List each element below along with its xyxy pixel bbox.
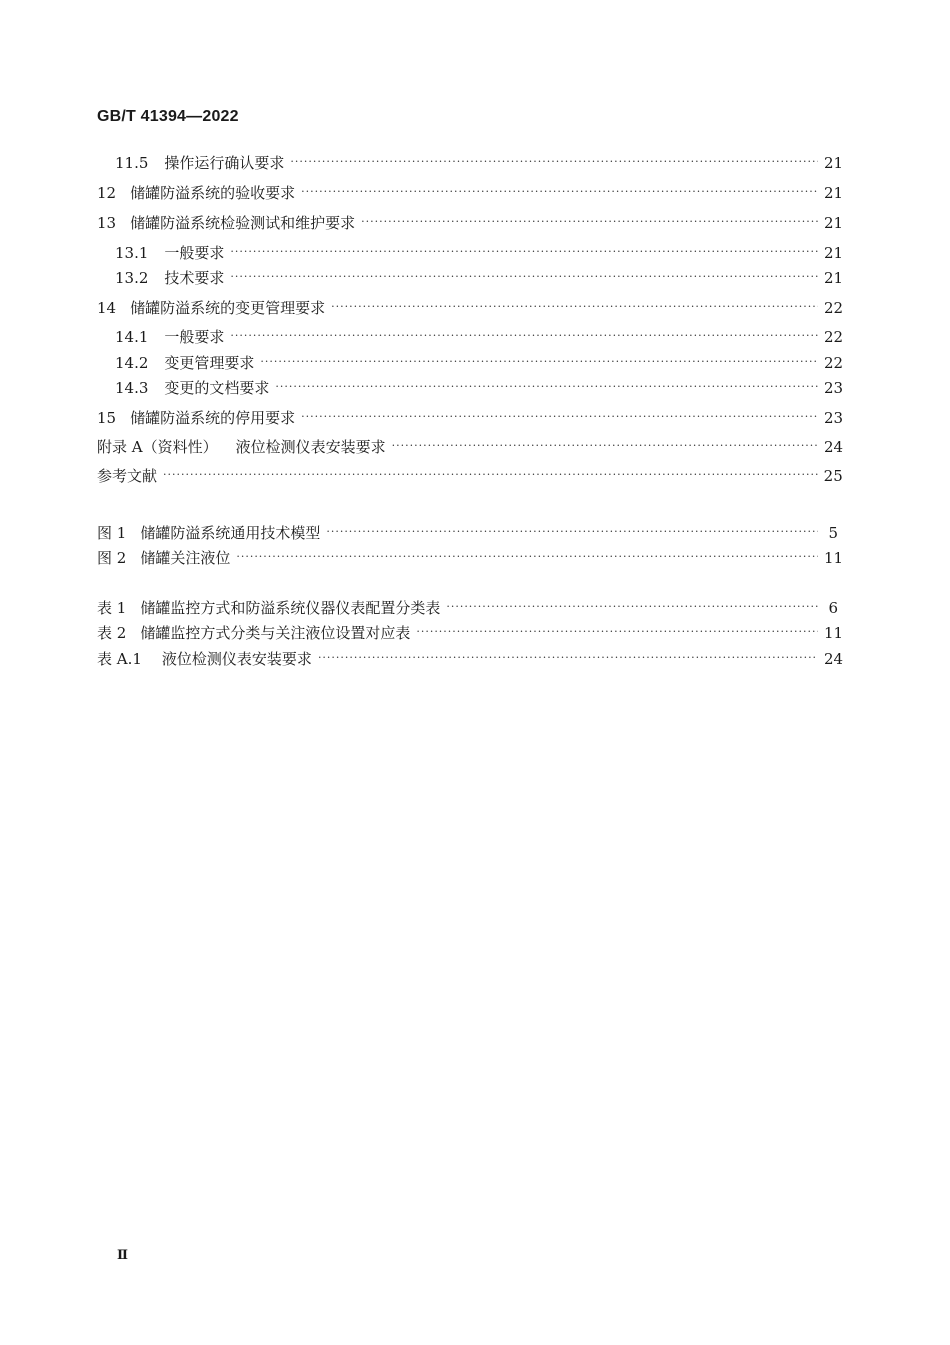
- dot-leader: [301, 407, 818, 427]
- dot-leader: [446, 597, 818, 617]
- toc-entry-title: 变更的文档要求: [164, 379, 270, 397]
- page-number: Ⅱ: [117, 1247, 128, 1262]
- dot-leader: [163, 465, 818, 485]
- toc-entry-number: 15: [97, 409, 117, 427]
- toc-entry-number: 14.2: [115, 354, 149, 372]
- table-number: 表 2: [97, 624, 127, 642]
- dot-leader: [361, 212, 818, 232]
- toc-entry[interactable]: [115, 153, 844, 175]
- table-list-entry[interactable]: [97, 623, 844, 645]
- dot-leader: [275, 377, 818, 397]
- toc-entry[interactable]: [97, 183, 844, 205]
- dot-leader: [318, 648, 818, 668]
- toc-entry-title: 一般要求: [164, 244, 225, 262]
- toc-entry-page: 25: [823, 467, 843, 485]
- toc-entry[interactable]: [115, 327, 844, 349]
- dot-leader: [301, 182, 818, 202]
- toc-entry-title: 技术要求: [164, 269, 225, 287]
- dot-leader: [290, 152, 818, 172]
- dot-leader: [230, 267, 818, 287]
- toc-entry-title: 操作运行确认要求: [164, 154, 285, 172]
- toc-entry-number: 14.3: [115, 379, 149, 397]
- toc-entry[interactable]: [97, 408, 844, 430]
- dot-leader: [392, 436, 818, 456]
- toc-entry-page: 23: [824, 379, 844, 397]
- toc-entry-annex[interactable]: [97, 437, 844, 459]
- toc-entry-page: 22: [824, 354, 844, 372]
- toc-entry-title: 储罐防溢系统的停用要求: [130, 409, 296, 427]
- toc-entry-title: 储罐防溢系统的变更管理要求: [130, 299, 326, 317]
- figure-title: 储罐防溢系统通用技术模型: [140, 524, 321, 542]
- toc-entry-number: 14: [97, 299, 117, 317]
- table-title: 储罐监控方式分类与关注液位设置对应表: [140, 624, 411, 642]
- dot-leader: [236, 547, 818, 567]
- toc-entry[interactable]: [115, 378, 844, 400]
- toc-entry-references[interactable]: [97, 466, 843, 488]
- toc-entry-page: 22: [824, 328, 844, 346]
- dot-leader: [230, 242, 818, 262]
- table-title: 液位检测仪表安装要求: [161, 650, 312, 668]
- toc-entry-title: 变更管理要求: [164, 354, 255, 372]
- toc-entry-page: 24: [824, 438, 844, 456]
- dot-leader: [230, 326, 818, 346]
- table-list-entry[interactable]: [97, 598, 838, 620]
- toc-entry-page: 21: [824, 154, 844, 172]
- figure-list-entry[interactable]: [97, 523, 838, 545]
- toc-entry[interactable]: [97, 298, 844, 320]
- toc-entry[interactable]: [97, 213, 844, 235]
- dot-leader: [326, 522, 818, 542]
- table-page: 11: [824, 624, 844, 642]
- toc-entry-title: 一般要求: [164, 328, 225, 346]
- dot-leader: [416, 622, 818, 642]
- toc-entry[interactable]: [115, 268, 844, 290]
- table-number: 表 1: [97, 599, 127, 617]
- dot-leader: [331, 297, 818, 317]
- figure-page: 11: [824, 549, 844, 567]
- standard-code-header: GB/T 41394—2022: [97, 108, 239, 125]
- toc-entry-page: 21: [824, 214, 844, 232]
- toc-entry-number: 13: [97, 214, 117, 232]
- toc-entry-number: 13.1: [115, 244, 149, 262]
- toc-entry-page: 23: [824, 409, 844, 427]
- toc-entry-page: 22: [824, 299, 844, 317]
- toc-entry[interactable]: [115, 353, 844, 375]
- figure-number: 图 1: [97, 524, 127, 542]
- toc-entry-title: 液位检测仪表安装要求: [235, 438, 386, 456]
- toc-entry-number: 12: [97, 184, 117, 202]
- toc-entry-number: 14.1: [115, 328, 149, 346]
- figure-list-entry[interactable]: [97, 548, 844, 570]
- toc-entry[interactable]: [115, 243, 844, 265]
- toc-entry-number: 附录 A（资料性）: [97, 438, 218, 456]
- table-page: 24: [824, 650, 844, 668]
- toc-entry-page: 21: [824, 184, 844, 202]
- toc-entry-page: 21: [824, 269, 844, 287]
- toc-entry-number: 13.2: [115, 269, 149, 287]
- toc-entry-number: 11.5: [115, 154, 149, 172]
- table-title: 储罐监控方式和防溢系统仪器仪表配置分类表: [140, 599, 441, 617]
- figure-page: 5: [828, 524, 838, 542]
- table-page: 6: [828, 599, 838, 617]
- figure-number: 图 2: [97, 549, 127, 567]
- toc-entry-page: 21: [824, 244, 844, 262]
- toc-entry-title: 储罐防溢系统的验收要求: [130, 184, 296, 202]
- table-list-entry[interactable]: [97, 649, 844, 671]
- toc-entry-title: 参考文献: [97, 467, 158, 485]
- figure-title: 储罐关注液位: [140, 549, 231, 567]
- table-number: 表 A.1: [97, 650, 142, 668]
- dot-leader: [260, 352, 818, 372]
- toc-entry-title: 储罐防溢系统检验测试和维护要求: [130, 214, 356, 232]
